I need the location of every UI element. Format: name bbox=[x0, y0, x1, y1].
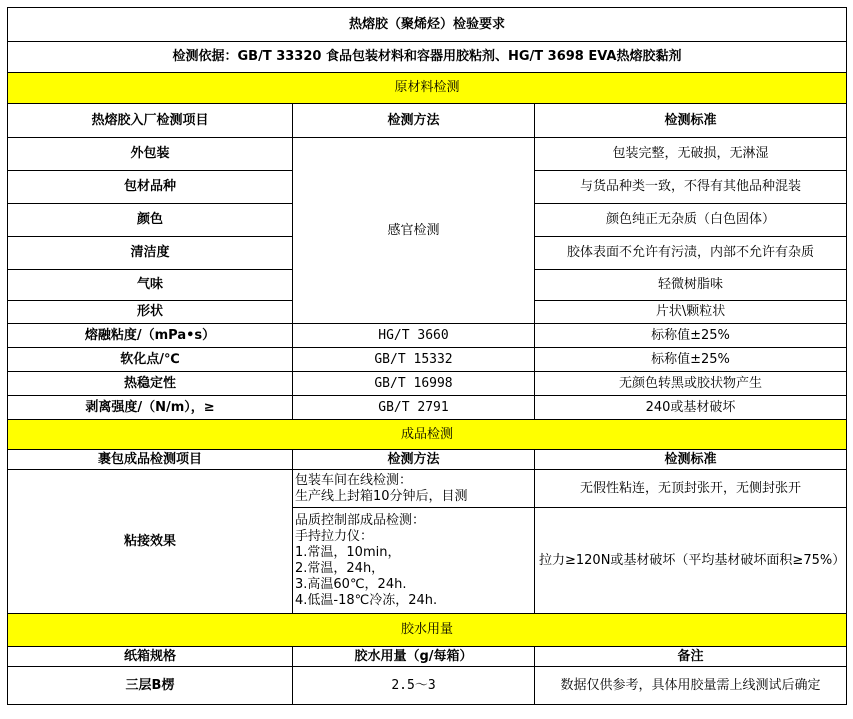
raw-standard: 无颜色转黑或胶状物产生 bbox=[535, 372, 847, 396]
header-raw-method: 检测方法 bbox=[293, 104, 535, 138]
raw-item: 气味 bbox=[8, 270, 293, 301]
finished-method-online bbox=[293, 470, 535, 508]
raw-item: 形状 bbox=[8, 301, 293, 324]
raw-standard: 包装完整，无破损，无淋湿 bbox=[535, 138, 847, 171]
raw-item: 软化点/℃ bbox=[8, 348, 293, 372]
raw-standard: 240或基材破坏 bbox=[535, 396, 847, 420]
raw-item: 熔融粘度/（mPa•s） bbox=[8, 324, 293, 348]
raw-method-sensory: 感官检测 bbox=[293, 138, 535, 324]
method-line: 2.常温，24h， bbox=[295, 560, 385, 576]
inspection-basis: 检测依据：GB/T 33320 食品包装材料和容器用胶粘剂、HG/T 3698 EVA热熔胶黏剂 bbox=[8, 42, 847, 73]
header-glue-spec: 纸箱规格 bbox=[8, 647, 293, 667]
raw-standard: 标称值±25% bbox=[535, 324, 847, 348]
method-line: 包装车间在线检测： bbox=[295, 472, 413, 488]
method-line: 生产线上封箱10分钟后，目测 bbox=[295, 488, 468, 504]
raw-item: 颜色 bbox=[8, 204, 293, 237]
raw-standard: 与货品种类一致，不得有其他品种混装 bbox=[535, 171, 847, 204]
document-title: 热熔胶（聚烯烃）检验要求 bbox=[8, 8, 847, 42]
raw-item: 清洁度 bbox=[8, 237, 293, 270]
method-line: 3.高温60℃，24h. bbox=[295, 576, 407, 592]
raw-method: HG/T 3660 bbox=[293, 324, 535, 348]
header-raw-standard: 检测标准 bbox=[535, 104, 847, 138]
raw-item: 剥离强度/（N/m），≥ bbox=[8, 396, 293, 420]
method-line: 4.低温-18℃冷冻，24h. bbox=[295, 592, 438, 608]
section-finished-products: 成品检测 bbox=[8, 420, 847, 450]
method-line: 1.常温，10min， bbox=[295, 544, 401, 560]
section-raw-materials: 原材料检测 bbox=[8, 73, 847, 104]
finished-method-qc bbox=[293, 508, 535, 614]
finished-standard-online: 无假性粘连，无顶封张开，无侧封张开 bbox=[535, 470, 847, 508]
raw-method: GB/T 15332 bbox=[293, 348, 535, 372]
glue-amount: 2.5～3 bbox=[293, 667, 535, 705]
glue-note: 数据仅供参考，具体用胶量需上线测试后确定 bbox=[535, 667, 847, 705]
header-raw-item: 热熔胶入厂检测项目 bbox=[8, 104, 293, 138]
raw-standard: 轻微树脂味 bbox=[535, 270, 847, 301]
header-finished-item: 裹包成品检测项目 bbox=[8, 450, 293, 470]
section-glue-usage: 胶水用量 bbox=[8, 614, 847, 647]
raw-standard: 颜色纯正无杂质（白色固体） bbox=[535, 204, 847, 237]
finished-standard-qc: 拉力≥120N或基材破坏（平均基材破坏面积≥75%） bbox=[535, 508, 847, 614]
raw-method: GB/T 2791 bbox=[293, 396, 535, 420]
header-finished-standard: 检测标准 bbox=[535, 450, 847, 470]
method-line: 品质控制部成品检测： bbox=[295, 512, 426, 528]
glue-spec: 三层B楞 bbox=[8, 667, 293, 705]
raw-method: GB/T 16998 bbox=[293, 372, 535, 396]
header-glue-note: 备注 bbox=[535, 647, 847, 667]
method-line: 手持拉力仪： bbox=[295, 528, 374, 544]
raw-item: 外包装 bbox=[8, 138, 293, 171]
header-glue-amount: 胶水用量（g/每箱） bbox=[293, 647, 535, 667]
raw-item: 包材品种 bbox=[8, 171, 293, 204]
raw-item: 热稳定性 bbox=[8, 372, 293, 396]
header-finished-method: 检测方法 bbox=[293, 450, 535, 470]
raw-standard: 胶体表面不允许有污渍，内部不允许有杂质 bbox=[535, 237, 847, 270]
inspection-table bbox=[7, 7, 847, 705]
raw-standard: 标称值±25% bbox=[535, 348, 847, 372]
finished-item: 粘接效果 bbox=[8, 470, 293, 614]
raw-standard: 片状\颗粒状 bbox=[535, 301, 847, 324]
